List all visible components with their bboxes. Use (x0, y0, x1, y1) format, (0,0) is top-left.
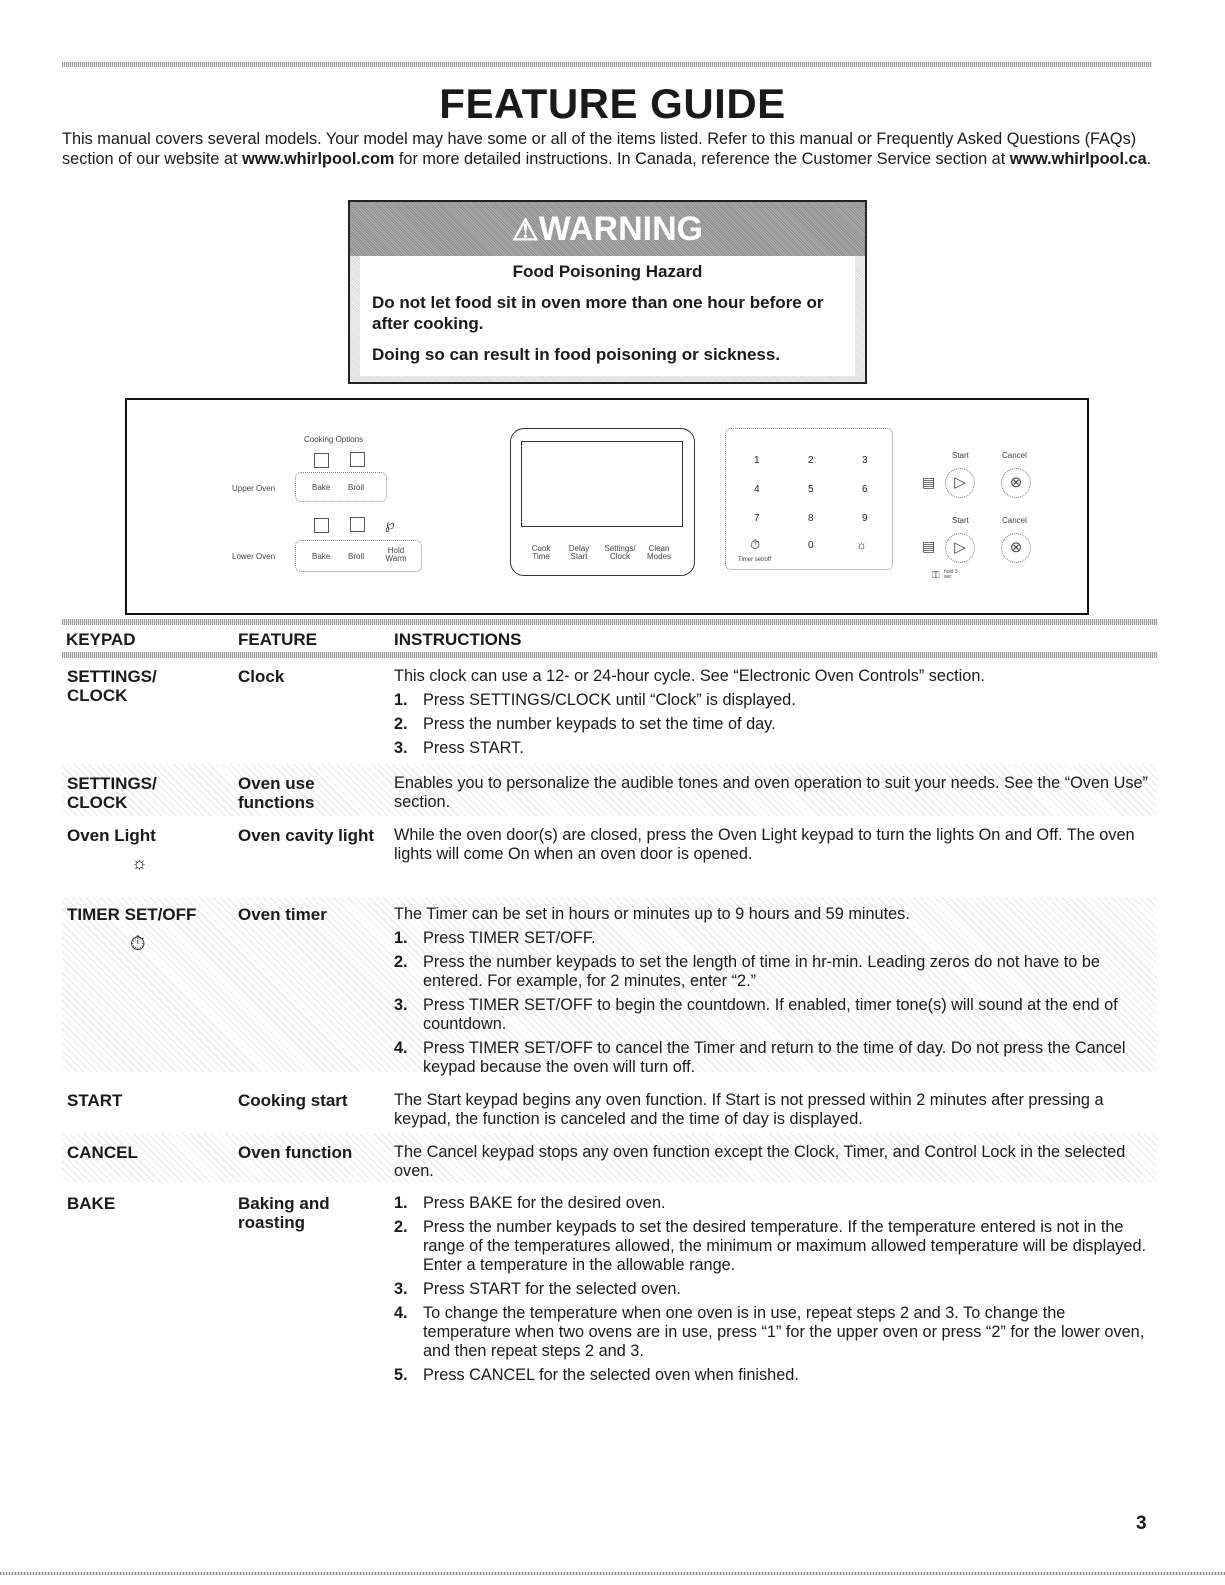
timer-set-off-label: Timer set/off (738, 557, 772, 563)
list-item: 2. Press the number keypads to set the desired temperature. If the temperature entered is not in the range of the temperatures allowed, the minimum or maximum allowed temperature will be displayed. Enter a temperature in the allowable range. (394, 1218, 1147, 1274)
intro-paragraph (62, 129, 1157, 169)
instructions-bake (394, 1189, 1154, 1385)
page-title: FEATURE GUIDE (439, 80, 786, 127)
list-item: 5. Press CANCEL for the selected oven when finished. (394, 1366, 799, 1384)
intro-text-1: This manual covers several models. Your model may have some or all of the items listed. Refer to this manual or Frequently Asked Questions (FAQs) section of our website at (62, 130, 1137, 168)
list-item: 2. Press the number keypads to set the time of day. (394, 715, 776, 733)
list-item: 1. Press BAKE for the desired oven. (394, 1194, 666, 1212)
header-feature: FEATURE (238, 630, 318, 649)
list-item: 3. Press START. (394, 739, 524, 757)
upper-oven-keys (295, 472, 387, 502)
hold-3-sec-label: hold 3 sec (944, 569, 958, 580)
hold-warm-key[interactable]: Hold Warm (385, 546, 407, 563)
broil-icon (350, 452, 365, 467)
warning-hazard: Food Poisoning Hazard (512, 262, 703, 281)
number-keypad (725, 428, 893, 570)
header-keypad: KEYPAD (66, 630, 136, 649)
feature-oven-cavity-light: Oven cavity light (238, 826, 375, 845)
lower-start-label: Start (952, 516, 969, 525)
whirlpool-ca-link[interactable]: www.whirlpool.ca (1009, 150, 1147, 168)
warning-box (348, 200, 867, 384)
key-3[interactable]: 3 (862, 455, 868, 466)
delay-start-key[interactable]: Delay Start (568, 544, 590, 561)
keypad-oven-light: Oven Light (67, 826, 156, 845)
key-8[interactable]: 8 (808, 513, 814, 524)
key-2[interactable]: 2 (808, 455, 814, 466)
upper-cancel-button[interactable]: ⊗ (1001, 468, 1031, 498)
warning-heading: WARNING (538, 210, 704, 248)
display-screen (521, 441, 683, 527)
intro-text-2: for more detailed instructions. In Canada, reference the Customer Service section at (394, 150, 1010, 168)
instructions-oven-use: Enables you to personalize the audible tones and oven operation to suit your needs. See the “Oven Use” section. (394, 774, 1148, 811)
lower-oven-icon: ▤ (922, 538, 936, 554)
list-item: 1. Press SETTINGS/CLOCK until “Clock” is displayed. (394, 691, 796, 709)
top-rule (62, 62, 1152, 67)
feature-oven-timer: Oven timer (238, 905, 327, 924)
lower-broil-key[interactable]: Broil (348, 552, 365, 561)
upper-broil-key[interactable]: Broil (348, 483, 365, 492)
instructions-clock (394, 667, 1154, 758)
upper-oven-label: Upper Oven (232, 484, 276, 493)
whirlpool-com-link[interactable]: www.whirlpool.com (242, 150, 395, 168)
lower-oven-label: Lower Oven (232, 552, 276, 561)
feature-oven-function: Oven function (238, 1143, 353, 1162)
instruction-intro: This clock can use a 12- or 24-hour cycle. See “Electronic Oven Controls” section. (394, 667, 985, 685)
intro-text-3: . (1146, 150, 1152, 168)
lock-icon: ⚿ (932, 570, 940, 581)
settings-clock-key[interactable]: Settings/ Clock (604, 544, 636, 561)
key-4[interactable]: 4 (754, 484, 760, 495)
key-1[interactable]: 1 (754, 455, 760, 466)
instructions-oven-light: While the oven door(s) are closed, press the Oven Light keypad to turn the lights On and Off. The oven lights will come On when an oven door is opened. (394, 826, 1135, 863)
feature-clock: Clock (238, 667, 285, 686)
lower-bake-key[interactable]: Bake (312, 552, 331, 561)
list-item: 4. Press TIMER SET/OFF to cancel the Timer and return to the time of day. Do not press the Cancel keypad because the oven will turn off. (394, 1039, 1126, 1076)
instructions-cancel: The Cancel keypad stops any oven function except the Clock, Timer, and Control Lock in the selected oven. (394, 1143, 1126, 1180)
upper-cancel-label: Cancel (1002, 451, 1027, 460)
keypad-start: START (67, 1091, 123, 1110)
key-5[interactable]: 5 (808, 484, 814, 495)
bake-icon (314, 518, 329, 533)
key-6[interactable]: 6 (862, 484, 868, 495)
list-item: 4. To change the temperature when one oven is in use, repeat steps 2 and 3. To change the temperature when two ovens are in use, press “1” for the upper oven or press “2” for the lower oven, and then repeat steps 2 and 3. (394, 1304, 1145, 1360)
list-item: 3. Press TIMER SET/OFF to begin the countdown. If enabled, timer tone(s) will sound at the end of countdown. (394, 996, 1118, 1033)
upper-start-label: Start (952, 451, 969, 460)
feature-baking-roasting: Baking and roasting (238, 1194, 330, 1232)
header-instructions: INSTRUCTIONS (394, 630, 522, 649)
control-panel-illustration (125, 398, 1089, 615)
oven-light-icon[interactable]: ☼ (856, 538, 867, 552)
instructions-timer (394, 905, 1154, 1077)
cook-time-key[interactable]: Cook Time (531, 544, 551, 561)
warning-header (350, 202, 865, 256)
clean-modes-key[interactable]: Clean Modes (646, 544, 671, 561)
instruction-intro: The Timer can be set in hours or minutes up to 9 hours and 59 minutes. (394, 905, 910, 923)
cooking-options-label: Cooking Options (304, 435, 364, 444)
oven-display (510, 428, 695, 576)
feature-cooking-start: Cooking start (238, 1091, 348, 1110)
keypad-settings-clock: SETTINGS/ CLOCK (67, 774, 157, 812)
timer-icon[interactable]: ⏱ (750, 537, 761, 552)
thermometer-icon: ℘ (385, 516, 395, 532)
bottom-rule (0, 1572, 1225, 1575)
oven-light-icon: ☼ (131, 853, 148, 873)
bake-icon (314, 453, 329, 468)
table-top-rule (62, 619, 1157, 625)
keypad-cancel: CANCEL (67, 1143, 138, 1162)
upper-bake-key[interactable]: Bake (312, 483, 331, 492)
warning-triangle-icon: ⚠ (511, 214, 539, 247)
lower-cancel-button[interactable]: ⊗ (1001, 533, 1031, 563)
timer-icon: ⏱ (130, 933, 146, 955)
page-number: 3 (1136, 1513, 1147, 1534)
list-item: 1. Press TIMER SET/OFF. (394, 929, 596, 947)
lower-oven-keys (295, 540, 422, 572)
keypad-settings-clock: SETTINGS/ CLOCK (67, 667, 157, 705)
broil-icon (350, 517, 365, 532)
keypad-bake: BAKE (67, 1194, 116, 1213)
list-item: 3. Press START for the selected oven. (394, 1280, 681, 1298)
lower-start-button[interactable]: ▷ (945, 533, 975, 563)
upper-start-button[interactable]: ▷ (945, 468, 975, 498)
list-item: 2. Press the number keypads to set the length of time in hr-min. Leading zeros do not have to be entered. For example, for 2 minutes, enter “2.” (394, 953, 1100, 990)
lower-cancel-label: Cancel (1002, 516, 1027, 525)
warning-line-1: Do not let food sit in oven more than one hour before or after cooking. (372, 293, 824, 333)
key-7[interactable]: 7 (754, 513, 760, 524)
key-9[interactable]: 9 (862, 513, 868, 524)
upper-oven-icon: ▤ (922, 474, 936, 490)
keypad-timer-set-off: TIMER SET/OFF (67, 905, 197, 924)
warning-line-2: Doing so can result in food poisoning or sickness. (372, 345, 781, 364)
feature-oven-use-functions: Oven use functions (238, 774, 315, 812)
key-0[interactable]: 0 (808, 540, 814, 551)
instructions-start: The Start keypad begins any oven function. If Start is not pressed within 2 minutes after pressing a keypad, the function is canceled and the time of day is displayed. (394, 1091, 1104, 1128)
table-header-rule (62, 652, 1157, 658)
